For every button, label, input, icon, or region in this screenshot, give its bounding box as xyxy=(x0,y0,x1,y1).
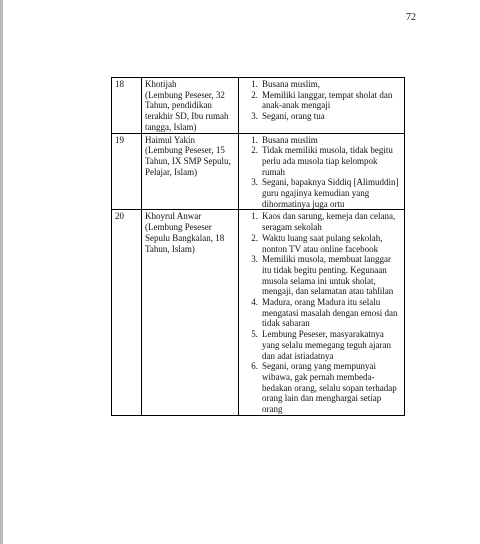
list-item-text: Segani, bapaknya Siddiq [Alimuddin] guru ngajinya kemudian yang dihormatinya juga ortu xyxy=(262,177,399,209)
list-item-text: Tidak memiliki musola, tidak begitu perlu ada musola tiap kelompok rumah xyxy=(262,145,393,177)
list-item xyxy=(251,79,401,90)
list-item xyxy=(251,177,401,209)
informant-cell xyxy=(142,133,239,210)
list-item-number: 1. xyxy=(251,134,258,145)
list-item-text: Memiliki musola, membuat langgar itu tidak begitu penting. Kegunaan musola selama ini untuk sholat, mengaji, dan selamatan atau tahlilan xyxy=(262,254,394,297)
list-item xyxy=(251,361,401,415)
row-number-cell: 20 xyxy=(112,210,142,415)
responses-list xyxy=(242,211,401,414)
list-item xyxy=(251,232,401,254)
informant-name: Haimul Yakin xyxy=(145,134,196,145)
list-item xyxy=(251,211,401,233)
interview-table xyxy=(111,77,405,416)
list-item-number: 3. xyxy=(251,177,258,188)
row-number-cell: 19 xyxy=(112,133,142,210)
list-item-text: Busana muslim, xyxy=(262,79,320,89)
responses-list xyxy=(242,135,401,210)
page-number: 72 xyxy=(406,12,416,23)
informant-details: (Lembung Peseser Sepulu Bangkalan, 18 Tahun, Islam) xyxy=(145,222,225,254)
list-item-number: 5. xyxy=(251,329,258,340)
list-item xyxy=(251,111,401,122)
informant-cell xyxy=(142,78,239,134)
list-item xyxy=(251,254,401,297)
list-item-text: Lembung Peseser, masyarakatnya yang selalu memegang teguh ajaran dan adat istiadatnya xyxy=(262,329,391,361)
responses-cell xyxy=(239,210,405,415)
row-number-cell: 18 xyxy=(112,78,142,134)
list-item-number: 6. xyxy=(251,361,258,372)
table-row xyxy=(112,133,405,210)
list-item xyxy=(251,297,401,329)
responses-cell xyxy=(239,133,405,210)
table-row xyxy=(112,78,405,134)
list-item xyxy=(251,89,401,111)
list-item xyxy=(251,134,401,146)
list-item-text: Memiliki langgar, tempat sholat dan anak-anak mengaji xyxy=(262,89,393,111)
list-item-number: 4. xyxy=(251,297,258,308)
informant-cell xyxy=(142,210,239,415)
list-item-text: Waktu luang saat pulang sekolah, nonton TV atau online facebook xyxy=(262,232,383,254)
list-item-number: 3. xyxy=(251,254,258,265)
table-row xyxy=(112,210,405,415)
list-item xyxy=(251,145,401,177)
list-item-text: Kaos dan sarung, kemeja dan celana, seragam sekolah xyxy=(262,211,396,233)
list-item-number: 2. xyxy=(251,89,258,100)
list-item-number: 1. xyxy=(251,211,258,222)
table-body xyxy=(112,78,405,416)
list-item-text: Busana muslim xyxy=(262,134,318,145)
list-item-text: Madura, orang Madura itu selalu mengatasi masalah dengan emosi dan tidak sabaran xyxy=(262,297,398,329)
informant-name: Khoyrul Anwar xyxy=(145,211,202,222)
informant-details: (Lembung Peseser, 15 Tahun, IX SMP Sepulu, Pelajar, Islam) xyxy=(145,145,231,177)
list-item-number: 2. xyxy=(251,145,258,156)
list-item-text: Segani, orang tua xyxy=(262,111,325,122)
responses-cell xyxy=(239,78,405,134)
list-item-number: 3. xyxy=(251,111,258,122)
list-item-text: Segani, orang yang mempunyai wibawa, gak pernah membeda-bedakan orang, selalu sopan terhadap orang lain dan menghargai setiap orang xyxy=(262,361,397,415)
responses-list xyxy=(242,79,401,122)
list-item-number: 2. xyxy=(251,232,258,243)
list-item xyxy=(251,329,401,361)
page-left-edge xyxy=(0,0,3,544)
informant-details: (Lembung Peseser, 32 Tahun, pendidikan terakhir SD, Ibu rumah tangga, Islam) xyxy=(145,89,229,132)
informant-name: Khotijah xyxy=(145,79,177,89)
list-item-number: 1. xyxy=(251,79,258,89)
